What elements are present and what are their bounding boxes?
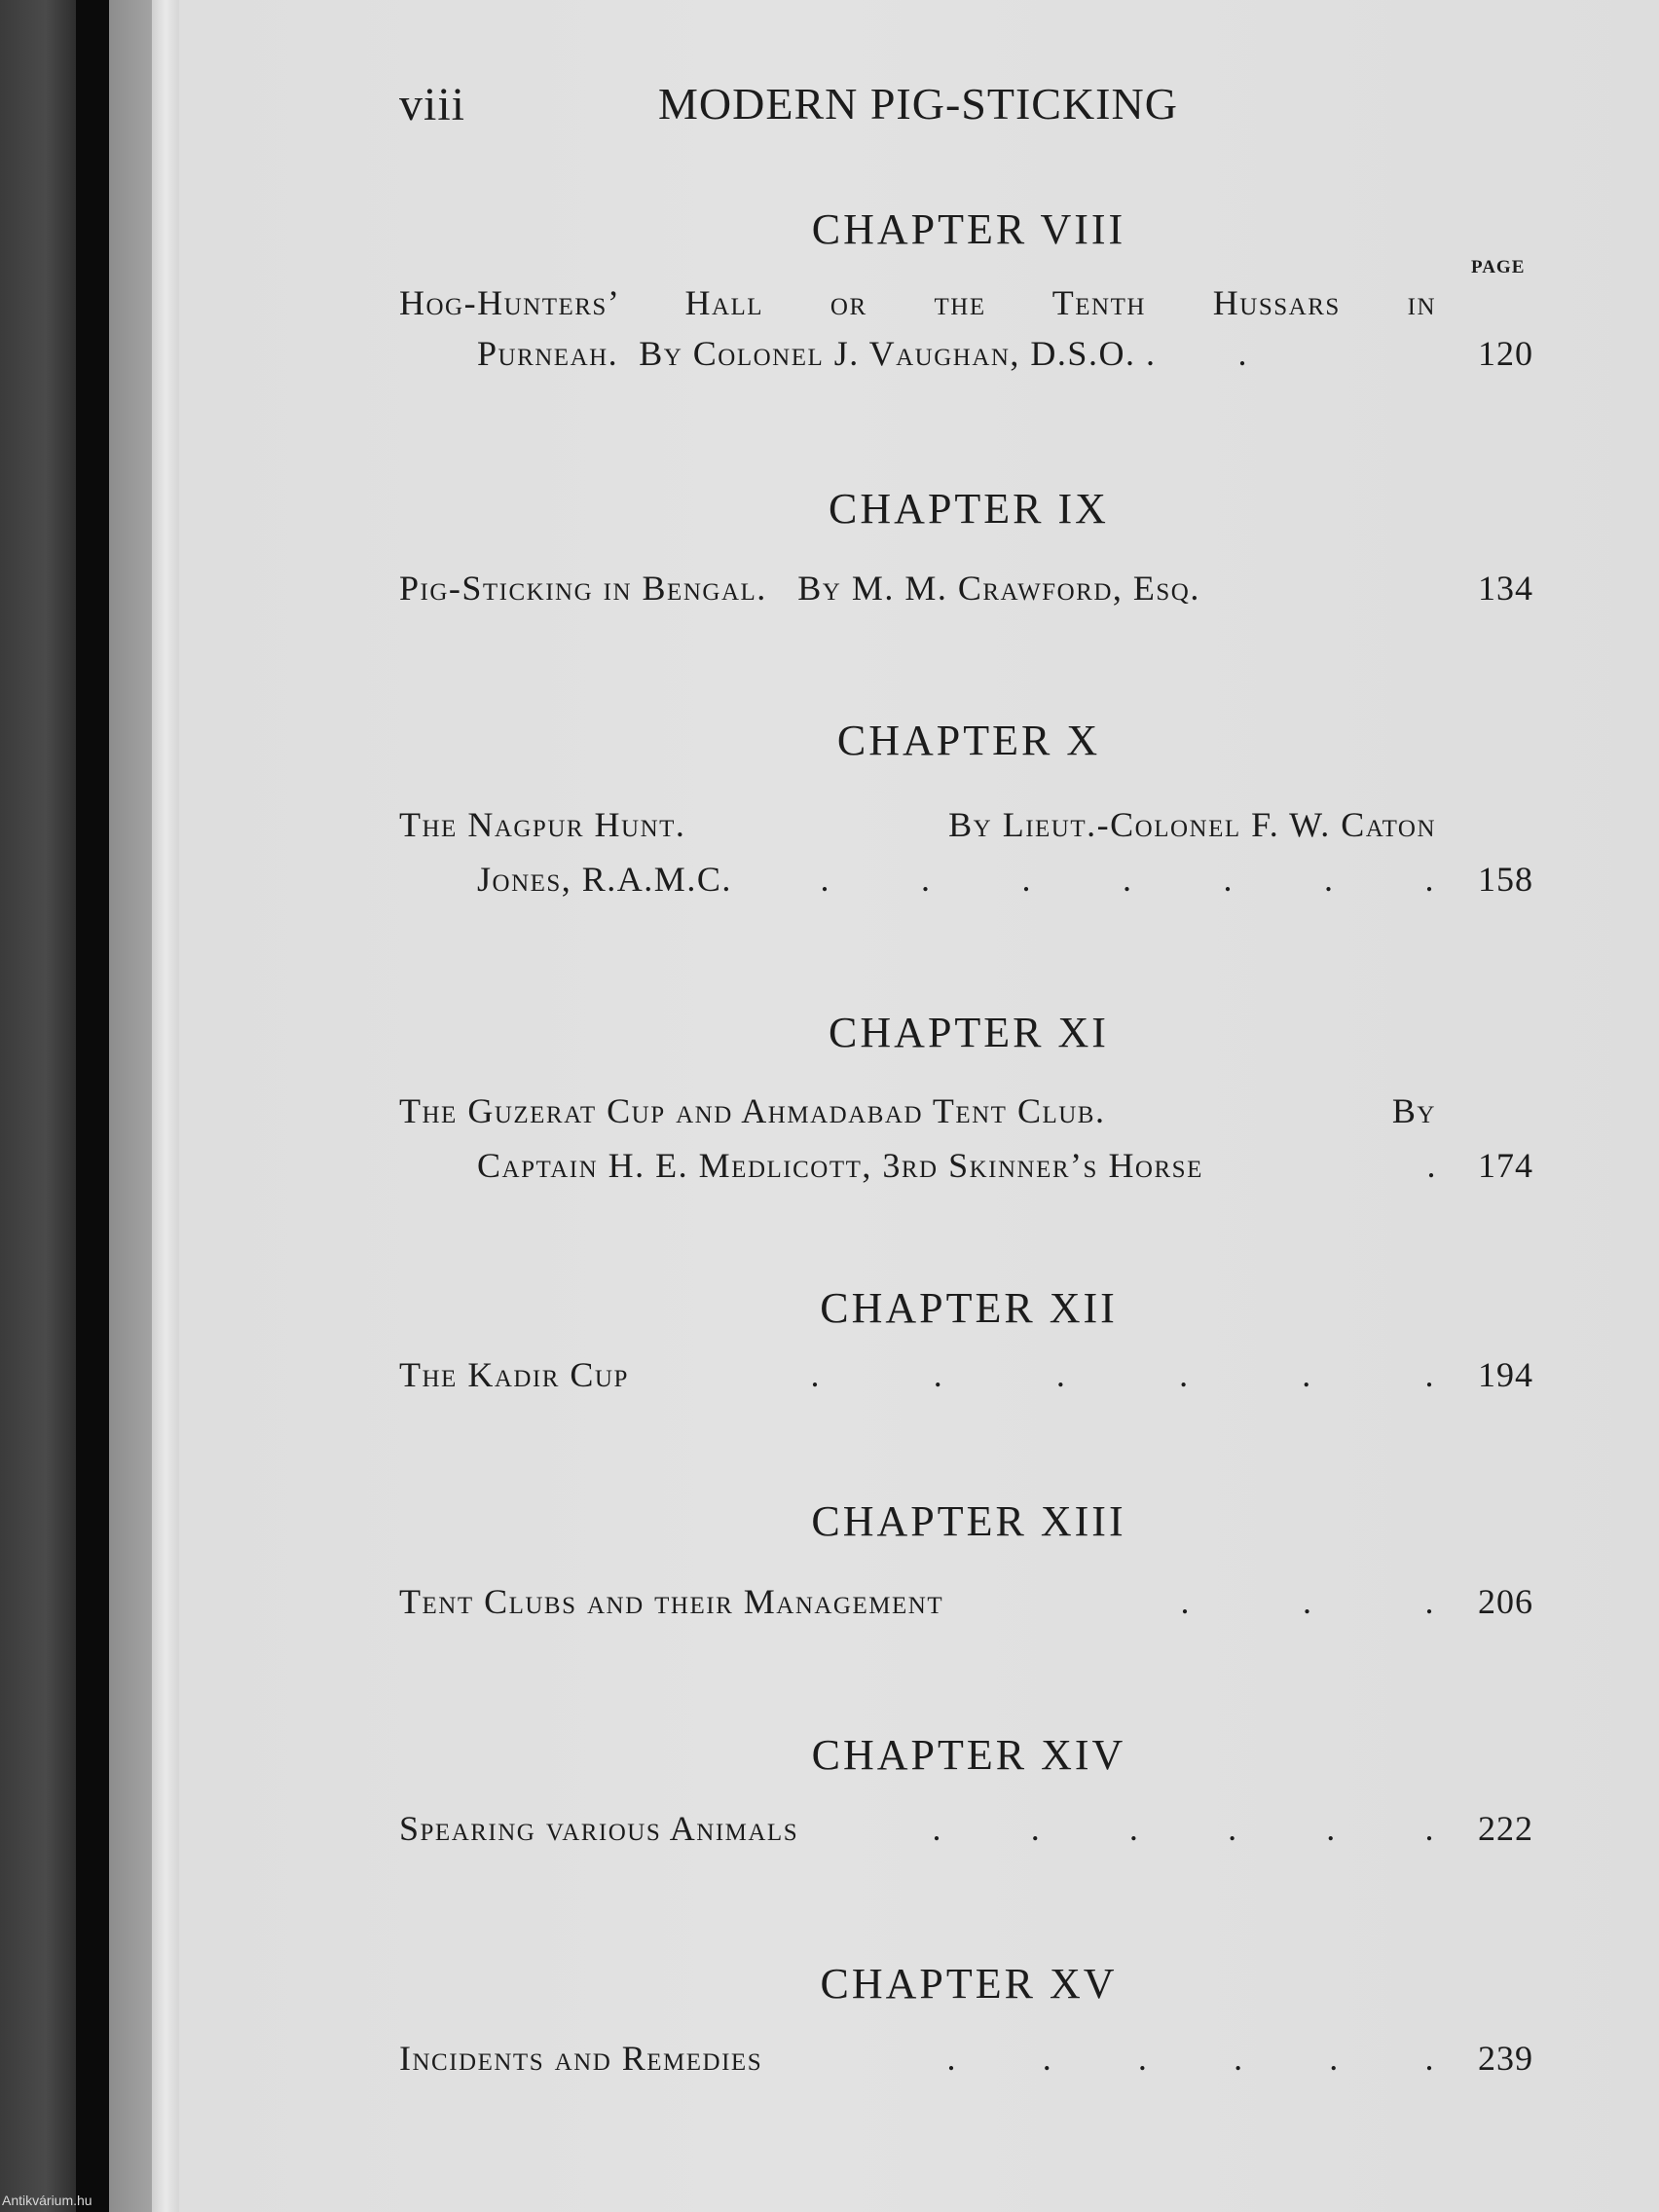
toc-entry-title: Tent Clubs and their Management: [399, 1582, 944, 1621]
chapter-heading: CHAPTER XIII: [811, 1497, 1126, 1545]
toc-entry-title: Purneah. By Colonel J. Vaughan, D.S.O. . .: [477, 334, 1248, 373]
toc-entry-line[interactable]: [477, 859, 1538, 909]
toc-entry-line[interactable]: [399, 1581, 1538, 1632]
chapter-heading: CHAPTER XV: [820, 1960, 1118, 2008]
toc-entry-line[interactable]: [477, 1145, 1538, 1196]
toc-entry-line[interactable]: [399, 282, 1538, 333]
page-folio: viii: [399, 79, 466, 130]
leader-dots: . . . . . . .: [820, 860, 1434, 899]
leader-dots: . . . . . .: [932, 1809, 1434, 1848]
chapter-heading: CHAPTER X: [836, 717, 1101, 764]
toc-entry-title: Incidents and Remedies: [399, 2039, 763, 2078]
book-binding: [76, 0, 109, 2212]
chapter-heading: CHAPTER XIV: [811, 1731, 1126, 1779]
leader-dots: .: [1426, 1146, 1436, 1185]
chapter-heading: CHAPTER VIII: [811, 205, 1126, 253]
toc-page-number: 120: [1478, 334, 1533, 373]
watermark-text: Antikvárium.hu: [2, 2193, 92, 2208]
chapter-heading: CHAPTER XII: [820, 1284, 1118, 1332]
toc-entry-title: The Kadir Cup: [399, 1355, 629, 1394]
toc-entry-title: Pig-Sticking in Bengal. By M. M. Crawford, Esq.: [399, 569, 1200, 608]
toc-page-number: 134: [1478, 569, 1533, 608]
toc-entry-line[interactable]: [399, 1808, 1538, 1859]
toc-entry-line[interactable]: [399, 1090, 1538, 1141]
toc-entry-line[interactable]: [399, 568, 1538, 618]
toc-page-number: 222: [1478, 1809, 1533, 1848]
toc-entry-line[interactable]: [399, 1354, 1538, 1405]
toc-page-number: 239: [1478, 2039, 1533, 2078]
toc-entry-line[interactable]: [399, 2038, 1538, 2088]
toc-page-number: 158: [1478, 860, 1533, 899]
leader-dots: . . . . . .: [810, 1355, 1434, 1394]
chapter-heading: CHAPTER XI: [829, 1009, 1109, 1056]
chapter-heading: CHAPTER IX: [829, 485, 1109, 533]
toc-entry-title: Captain H. E. Medlicott, 3rd Skinner’s Horse: [477, 1146, 1203, 1185]
toc-entry-line[interactable]: [477, 333, 1538, 384]
toc-entry-line[interactable]: [399, 804, 1538, 855]
page-column-label: PAGE: [1471, 257, 1526, 277]
book-cover-edge: [109, 0, 152, 2212]
toc-entry-title: The Guzerat Cup and Ahmadabad Tent Club. By: [399, 1091, 1436, 1130]
toc-entry-title: The Nagpur Hunt. By Lieut.-Colonel F. W. Caton: [399, 805, 1436, 844]
running-head: [399, 78, 1275, 146]
leader-dots: . . . . . .: [946, 2039, 1434, 2078]
toc-entry-title: Hog-Hunters’ Hall or the Tenth Hussars in: [399, 283, 1436, 322]
toc-page-number: 174: [1478, 1146, 1533, 1185]
toc-page-number: 206: [1478, 1582, 1533, 1621]
page-gutter: [152, 0, 179, 2212]
toc-entry-title: Jones, R.A.M.C.: [477, 860, 732, 899]
book-title: MODERN PIG-STICKING: [658, 79, 1178, 129]
toc-page-number: 194: [1478, 1355, 1533, 1394]
toc-entry-title: Spearing various Animals: [399, 1809, 799, 1848]
leader-dots: . . .: [1180, 1582, 1434, 1621]
book-spine: [0, 0, 76, 2212]
